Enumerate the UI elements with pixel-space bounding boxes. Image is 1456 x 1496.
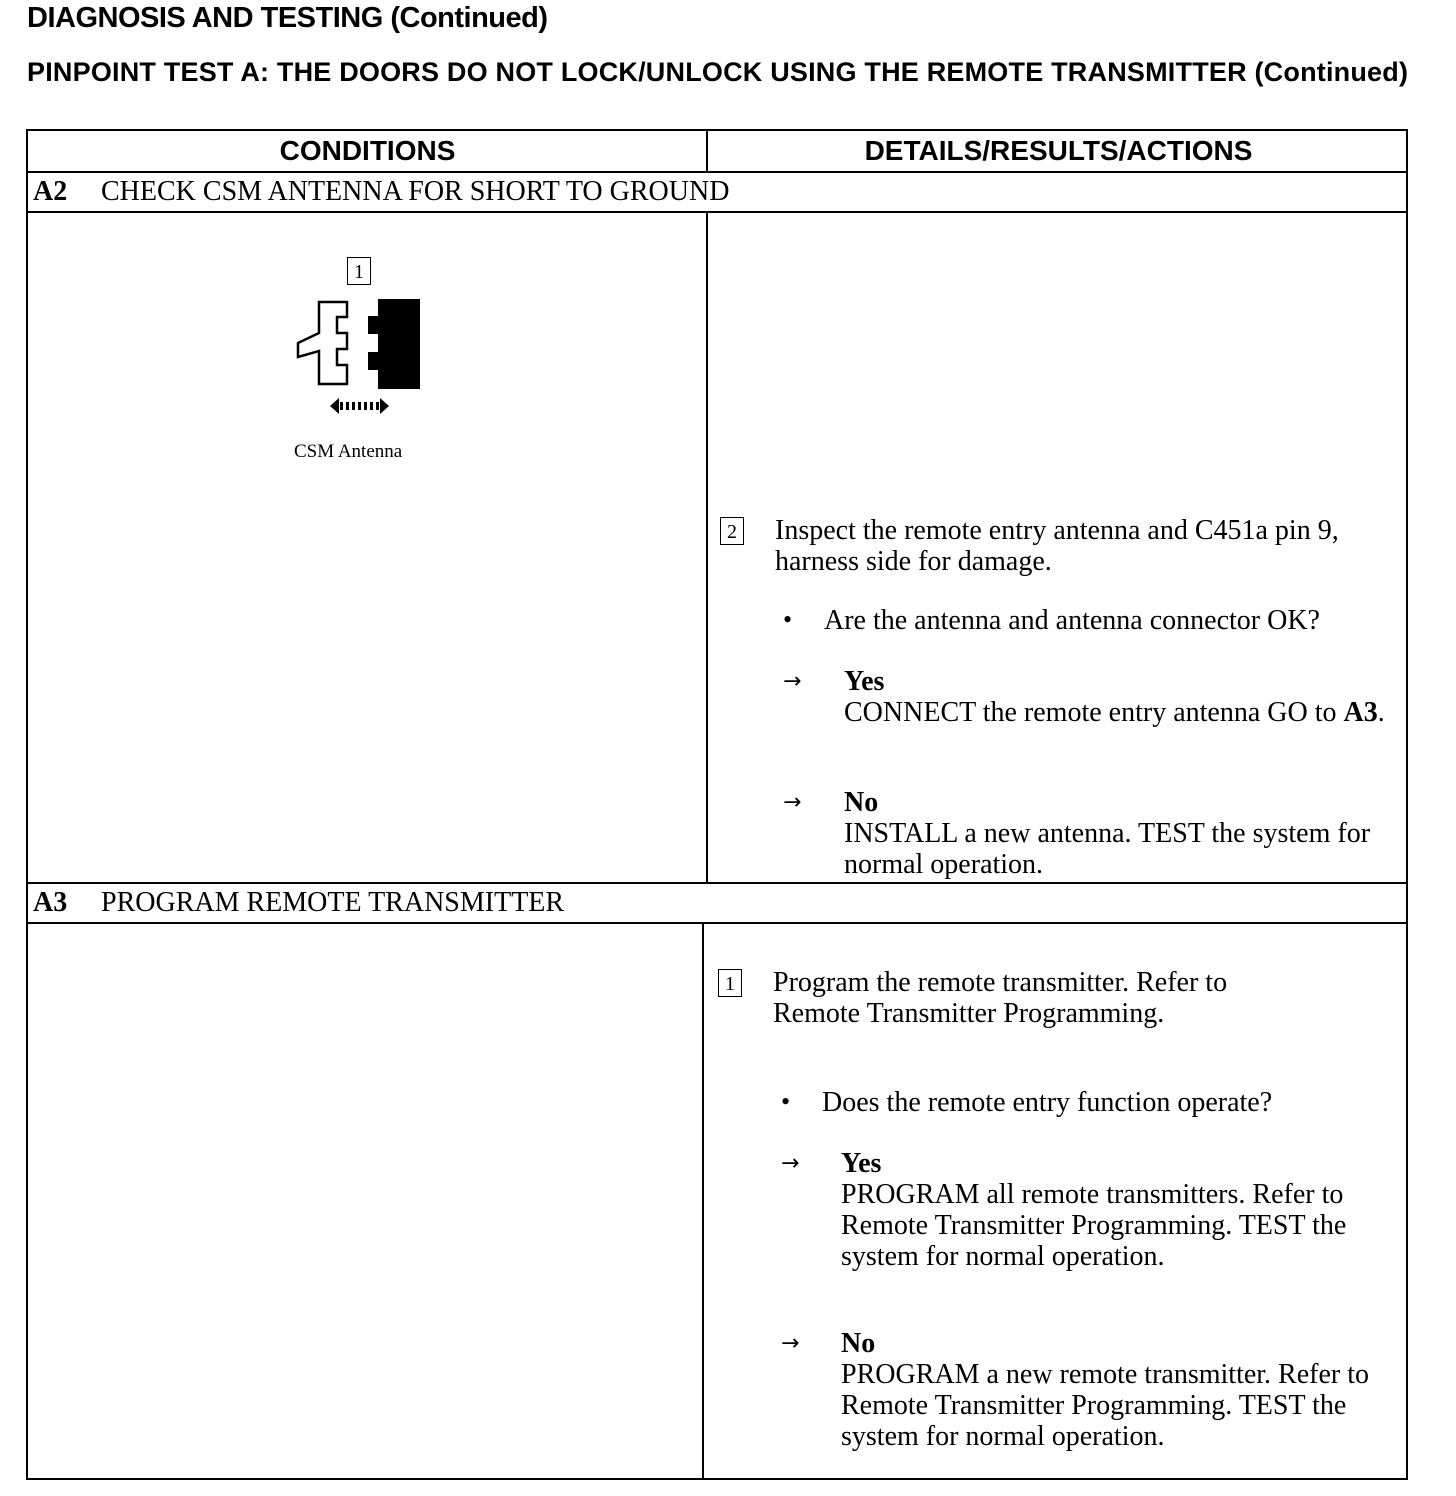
a2-no-label: No [844, 787, 879, 818]
details-header: DETAILS/RESULTS/ACTIONS [864, 135, 1253, 166]
a2-yes-text: CONNECT the remote entry antenna GO to [844, 697, 1337, 728]
a2-instruction: Inspect the remote entry antenna and C451a pin 9, harness side for damage. [775, 515, 1339, 577]
step-a3-heading [33, 884, 564, 922]
a2-step-number: 2 [720, 517, 744, 545]
a3-no-arrow: → [781, 1331, 800, 1356]
header-divider [706, 131, 708, 171]
a3-yes-arrow: → [781, 1151, 800, 1176]
a2-yes-action [844, 697, 1394, 728]
pinpoint-test-title: PINPOINT TEST A: THE DOORS DO NOT LOCK/UNLOCK USING THE REMOTE TRANSMITTER (Continued) [27, 57, 1409, 87]
a3-column-divider [702, 924, 704, 1480]
pinpoint-test-table [26, 129, 1408, 1480]
a2-no-action: INSTALL a new antenna. TEST the system for normal operation. [844, 818, 1371, 880]
step-a2-title: CHECK CSM ANTENNA FOR SHORT TO GROUND [101, 176, 730, 207]
a3-step-number: 1 [718, 969, 742, 997]
a2-heading-rule [28, 211, 1406, 213]
a2-no-arrow: → [783, 790, 802, 815]
a3-no-action: PROGRAM a new remote transmitter. Refer to Remote Transmitter Programming. TEST the system for normal operation. [841, 1359, 1370, 1452]
page-title: DIAGNOSIS AND TESTING (Continued) [27, 2, 548, 34]
a3-heading-rule [28, 922, 1406, 924]
a2-question: Are the antenna and antenna connector OK? [824, 605, 1320, 636]
a3-question: Does the remote entry function operate? [822, 1087, 1273, 1118]
a2-yes-suffix: . [1377, 697, 1385, 728]
a3-no-label: No [841, 1328, 876, 1359]
a3-yes-action: PROGRAM all remote transmitters. Refer to Remote Transmitter Programming. TEST the system for normal operation. [841, 1179, 1347, 1272]
step-a2-code: A2 [33, 176, 68, 207]
step-a3-code: A3 [33, 887, 68, 918]
conditions-header: CONDITIONS [279, 135, 456, 166]
figure-step-number: 1 [347, 257, 371, 285]
a3-bullet: • [781, 1087, 791, 1116]
a2-bullet: • [783, 605, 793, 634]
a2-yes-label: Yes [844, 666, 885, 697]
a2-yes-arrow: → [783, 669, 802, 694]
step-a2-heading [33, 173, 729, 211]
a3-yes-label: Yes [841, 1148, 882, 1179]
a2-yes-goto: A3 [1343, 697, 1378, 728]
figure-caption: CSM Antenna [294, 441, 403, 462]
step-a3-title: PROGRAM REMOTE TRANSMITTER [101, 887, 565, 918]
a2-column-divider [706, 213, 708, 882]
a3-instruction: Program the remote transmitter. Refer to Remote Transmitter Programming. [773, 967, 1228, 1029]
connector-disconnect-icon [293, 299, 423, 419]
